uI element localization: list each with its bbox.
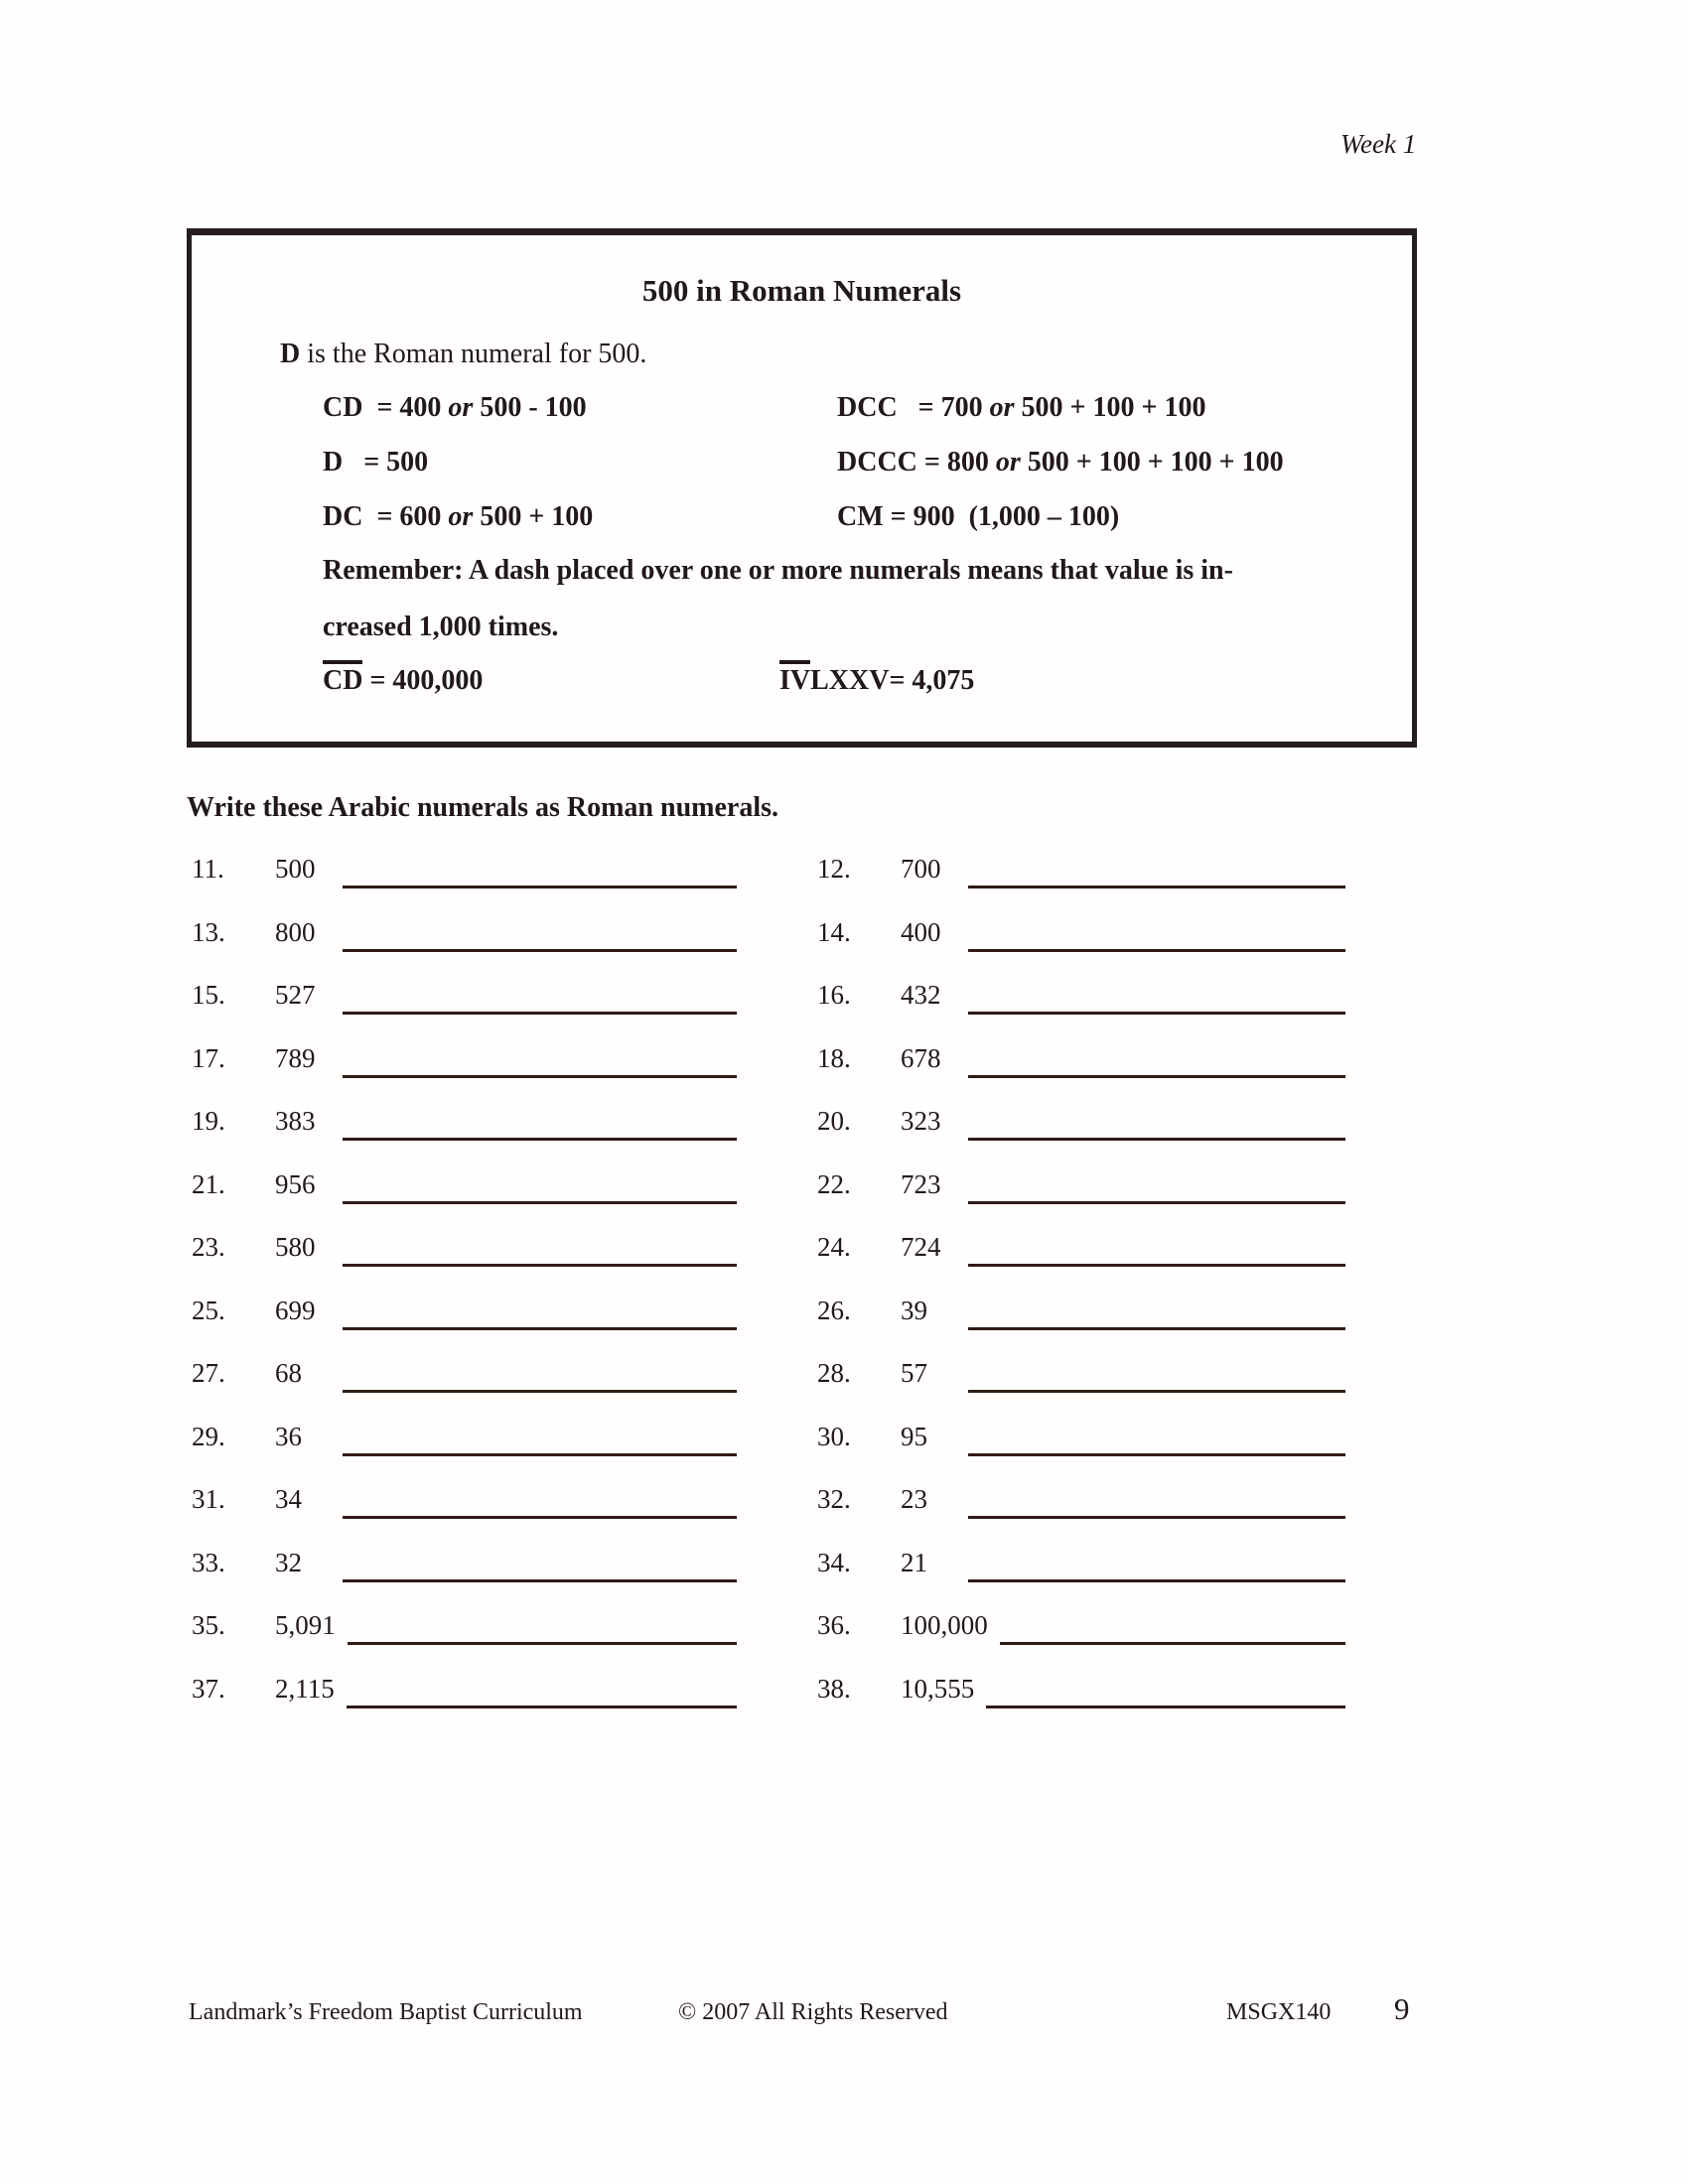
info-box-intro [280, 339, 646, 370]
overline-example-right [779, 660, 974, 697]
problem-right [817, 1415, 1345, 1456]
answer-blank-line [968, 846, 1345, 888]
equation-segment: 500 + 100 + 100 + 100 [1020, 447, 1284, 478]
arabic-numeral-value: 383 [275, 1106, 316, 1136]
equation-left-2 [323, 447, 428, 478]
answer-blank-line [968, 909, 1345, 952]
answer-blank-line [343, 1476, 737, 1519]
problem-right [817, 847, 1345, 888]
problem-number: 15. [192, 980, 225, 1010]
arabic-numeral-value: 23 [901, 1484, 927, 1514]
problem-row [0, 1225, 1688, 1269]
answer-blank-line [343, 1540, 737, 1582]
problem-right [817, 910, 1345, 952]
answer-blank-line [343, 1350, 737, 1393]
roman-numerals-info-box [187, 228, 1417, 748]
arabic-numeral-value: 2,115 [275, 1673, 335, 1704]
problem-left [192, 1603, 737, 1645]
arabic-numeral-value: 34 [275, 1484, 302, 1514]
problem-number: 13. [192, 916, 225, 947]
answer-blank-line [348, 1602, 737, 1645]
problem-row [0, 910, 1688, 954]
footer-curriculum-name: Landmark’s Freedom Baptist Curriculum [189, 1999, 583, 2025]
answer-blank-line [343, 1035, 737, 1078]
equation-left-3 [323, 501, 593, 533]
equation-segment: or [995, 447, 1021, 478]
problem-right [817, 1289, 1345, 1330]
remember-note-line1: Remember: A dash placed over one or more numerals means that value is in- [323, 555, 1233, 586]
answer-blank-line [347, 1666, 737, 1708]
problem-right [817, 1351, 1345, 1393]
problem-number: 36. [817, 1610, 851, 1640]
example-value: LXXV= 4,075 [810, 665, 975, 696]
problem-left [192, 1477, 737, 1519]
overlined-numeral: IV [779, 660, 810, 695]
problem-number: 11. [192, 854, 224, 884]
problem-number: 35. [192, 1610, 225, 1640]
problem-left [192, 973, 737, 1015]
equation-right-3 [837, 501, 1119, 533]
problem-number: 22. [817, 1168, 851, 1199]
problem-right [817, 973, 1345, 1015]
arabic-numeral-value: 956 [275, 1168, 316, 1199]
answer-blank-line [968, 1476, 1345, 1519]
problem-right [817, 1541, 1345, 1582]
problem-number: 38. [817, 1673, 851, 1704]
problem-number: 28. [817, 1358, 851, 1388]
problem-row [0, 973, 1688, 1017]
problem-left [192, 910, 737, 952]
problem-left [192, 1162, 737, 1204]
problem-row [0, 1162, 1688, 1206]
arabic-numeral-value: 500 [275, 854, 316, 884]
answer-blank-line [968, 1161, 1345, 1204]
answer-blank-line [968, 1540, 1345, 1582]
problem-number: 17. [192, 1042, 225, 1073]
worksheet-instruction: Write these Arabic numerals as Roman numerals. [187, 792, 778, 823]
answer-blank-line [968, 1035, 1345, 1078]
problem-left [192, 1099, 737, 1141]
problem-right [817, 1667, 1345, 1708]
equation-segment: DC = 600 [323, 501, 449, 532]
problem-number: 12. [817, 854, 851, 884]
overline-example-left [323, 660, 483, 697]
problem-number: 29. [192, 1421, 225, 1451]
problem-row [0, 1477, 1688, 1521]
equation-segment: or [448, 501, 474, 532]
answer-blank-line [343, 1161, 737, 1204]
answer-blank-line [1000, 1602, 1345, 1645]
answer-blank-line [968, 1098, 1345, 1141]
arabic-numeral-value: 800 [275, 916, 316, 947]
problem-number: 27. [192, 1358, 225, 1388]
problem-row [0, 847, 1688, 890]
problem-row [0, 1415, 1688, 1458]
problem-left [192, 1415, 737, 1456]
problem-number: 26. [817, 1295, 851, 1325]
problem-number: 33. [192, 1547, 225, 1577]
equation-segment: DCC = 700 [837, 392, 990, 423]
problem-row [0, 1351, 1688, 1395]
arabic-numeral-value: 57 [901, 1358, 927, 1388]
problem-right [817, 1036, 1345, 1078]
arabic-numeral-value: 32 [275, 1547, 302, 1577]
problem-number: 20. [817, 1106, 851, 1136]
arabic-numeral-value: 527 [275, 980, 316, 1010]
problem-number: 24. [817, 1232, 851, 1262]
problem-left [192, 1351, 737, 1393]
problem-number: 19. [192, 1106, 225, 1136]
arabic-numeral-value: 68 [275, 1358, 302, 1388]
arabic-numeral-value: 700 [901, 854, 941, 884]
answer-blank-line [343, 1098, 737, 1141]
problem-number: 31. [192, 1484, 225, 1514]
problem-number: 16. [817, 980, 851, 1010]
arabic-numeral-value: 678 [901, 1042, 941, 1073]
problem-number: 25. [192, 1295, 225, 1325]
arabic-numeral-value: 789 [275, 1042, 316, 1073]
page-number: 9 [1394, 1991, 1410, 2026]
answer-blank-line [343, 1414, 737, 1456]
answer-blank-line [343, 1288, 737, 1330]
answer-blank-line [968, 1224, 1345, 1267]
problem-row [0, 1036, 1688, 1080]
equation-segment: CM = 900 (1,000 – 100) [837, 501, 1120, 532]
problem-left [192, 1541, 737, 1582]
equation-segment: D = 500 [323, 447, 429, 478]
arabic-numeral-value: 400 [901, 916, 941, 947]
problem-number: 18. [817, 1042, 851, 1073]
problem-left [192, 1036, 737, 1078]
equation-right-1 [837, 392, 1205, 424]
answer-blank-line [343, 846, 737, 888]
problem-row [0, 1541, 1688, 1584]
problem-number: 23. [192, 1232, 225, 1262]
example-value: = 400,000 [362, 665, 484, 696]
equation-segment: or [989, 392, 1015, 423]
week-header: Week 1 [1340, 129, 1417, 159]
problem-number: 21. [192, 1168, 225, 1199]
problem-right [817, 1099, 1345, 1141]
answer-blank-line [343, 972, 737, 1015]
arabic-numeral-value: 723 [901, 1168, 941, 1199]
problem-left [192, 1667, 737, 1708]
intro-text: is the Roman numeral for 500. [300, 339, 647, 369]
answer-blank-line [343, 1224, 737, 1267]
problem-number: 14. [817, 916, 851, 947]
arabic-numeral-value: 699 [275, 1295, 316, 1325]
arabic-numeral-value: 323 [901, 1106, 941, 1136]
arabic-numeral-value: 100,000 [901, 1610, 988, 1640]
answer-blank-line [968, 1414, 1345, 1456]
arabic-numeral-value: 21 [901, 1547, 927, 1577]
answer-blank-line [343, 909, 737, 952]
problem-left [192, 1289, 737, 1330]
answer-blank-line [968, 1288, 1345, 1330]
problem-right [817, 1603, 1345, 1645]
problem-right [817, 1225, 1345, 1267]
problem-row [0, 1603, 1688, 1647]
problem-right [817, 1162, 1345, 1204]
equation-segment: or [448, 392, 474, 423]
arabic-numeral-value: 10,555 [901, 1673, 975, 1704]
problem-row [0, 1099, 1688, 1143]
problem-left [192, 847, 737, 888]
arabic-numeral-value: 580 [275, 1232, 316, 1262]
arabic-numeral-value: 39 [901, 1295, 927, 1325]
problem-number: 37. [192, 1673, 225, 1704]
problem-left [192, 1225, 737, 1267]
intro-lead-letter: D [280, 339, 301, 369]
problem-row [0, 1289, 1688, 1332]
equation-segment: 500 + 100 [473, 501, 594, 532]
equation-segment: CD = 400 [323, 392, 449, 423]
remember-note-line2: creased 1,000 times. [323, 612, 559, 642]
arabic-numeral-value: 36 [275, 1421, 302, 1451]
arabic-numeral-value: 432 [901, 980, 941, 1010]
equation-left-1 [323, 392, 587, 424]
footer-course-code: MSGX140 [1226, 1999, 1332, 2025]
equation-segment: 500 - 100 [473, 392, 587, 423]
answer-blank-line [968, 972, 1345, 1015]
equation-right-2 [837, 447, 1284, 478]
arabic-numeral-value: 724 [901, 1232, 941, 1262]
problem-number: 32. [817, 1484, 851, 1514]
arabic-numeral-value: 95 [901, 1421, 927, 1451]
problem-number: 30. [817, 1421, 851, 1451]
footer-copyright: © 2007 All Rights Reserved [678, 1999, 948, 2025]
answer-blank-line [968, 1350, 1345, 1393]
overlined-numeral: CD [323, 660, 362, 695]
problem-right [817, 1477, 1345, 1519]
problem-number: 34. [817, 1547, 851, 1577]
info-box-title: 500 in Roman Numerals [641, 273, 962, 308]
problem-row [0, 1667, 1688, 1710]
equation-segment: 500 + 100 + 100 [1014, 392, 1206, 423]
equation-segment: DCCC = 800 [837, 447, 996, 478]
arabic-numeral-value: 5,091 [275, 1610, 336, 1640]
answer-blank-line [986, 1666, 1345, 1708]
